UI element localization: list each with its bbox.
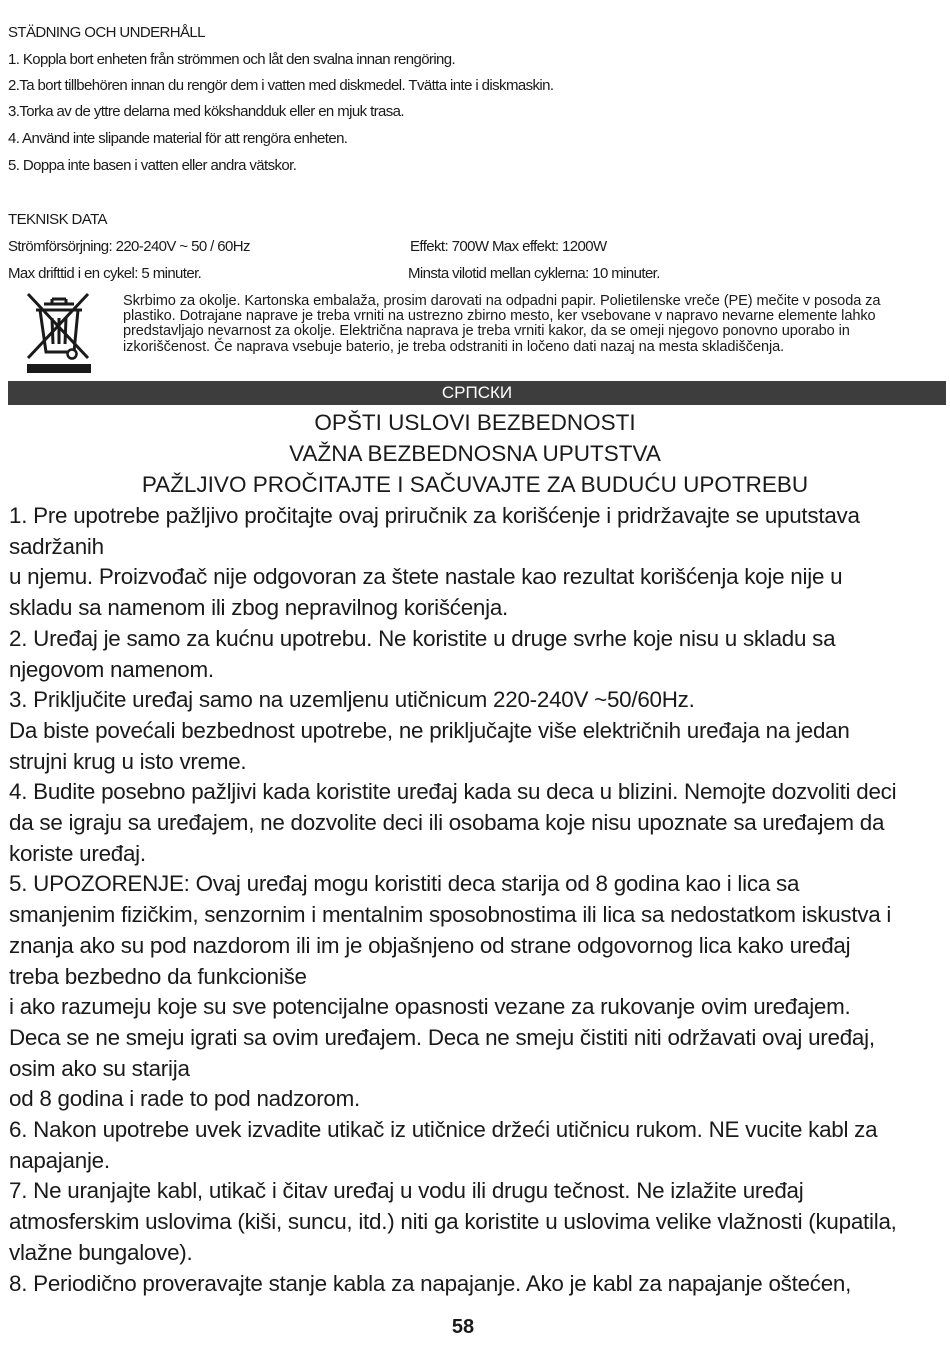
instruction-line: 6. Nakon upotrebe uvek izvadite utikač iz utičnice držeći utičnicu rukom. NE vucite kabl za: [9, 1117, 878, 1143]
instruction-line: Da biste povećali bezbednost upotrebe, ne priključajte više električnih uređaja na jedan: [9, 717, 850, 743]
instruction-line: 7. Ne uranjajte kabl, utikač i čitav uređaj u vodu ili drugu tečnost. Ne izlažite uređaj: [9, 1178, 804, 1204]
instruction-line: 5. UPOZORENJE: Ovaj uređaj mogu koristiti deca starija od 8 godina kao i lica sa: [9, 871, 800, 897]
tech-supply: Strömförsörjning: 220-240V ~ 50 / 60Hz: [8, 238, 250, 255]
environment-notice-line: Skrbimo za okolje. Kartonska embalaža, prosim darovati na odpadni papir. Polietilenske vreče (PE) mečite v posoda za: [123, 293, 881, 309]
instruction-line: napajanje.: [9, 1147, 110, 1173]
instruction-line: sadržanih: [9, 533, 104, 559]
environment-notice-line: predstavljajo nevarnost za okolje. Električna naprava je treba vrniti kakor, da se omeji njegovo ponovno uporabo in: [123, 323, 850, 340]
instruction-line: atmosferskim uslovima (kiši, suncu, itd.) niti ga koristite u uslovima velike vlažnosti (kupatila,: [9, 1209, 897, 1235]
instruction-line: treba bezbedno da funkcioniše: [9, 963, 307, 989]
safety-instructions: [9, 501, 897, 1299]
cleaning-item: 2.Ta bort tillbehören innan du rengör dem i vatten med diskmedel. Tvätta inte i diskmaskin.: [8, 77, 554, 94]
cleaning-item: 1. Koppla bort enheten från strömmen och låt den svalna innan rengöring.: [8, 51, 456, 68]
tech-max-time: Max drifttid i en cykel: 5 minuter.: [8, 265, 202, 282]
instruction-line: 4. Budite posebno pažljivi kada koristite uređaj kada su deca u blizini. Nemojte dozvoliti deci: [9, 779, 897, 805]
environment-notice-line: izkoriščenost. Če naprava vsebuje baterio, je treba odstraniti in ločeno dati nazaj na mesta skladiščenja.: [123, 338, 785, 355]
instruction-line: da se igraju sa uređajem, ne dozvolite deci ili osobama koje nisu upoznate sa uređajem da: [9, 810, 885, 836]
cleaning-item: 4. Använd inte slipande material för att rengöra enheten.: [8, 130, 348, 147]
instruction-line: od 8 godina i rade to pod nadzorom.: [9, 1086, 360, 1112]
instruction-line: 2. Uređaj je samo za kućnu upotrebu. Ne koristite u druge svrhe koje nisu u skladu sa: [9, 625, 836, 651]
instruction-line: njegovom namenom.: [9, 656, 214, 682]
cleaning-heading: STÄDNING OCH UNDERHÅLL: [8, 24, 205, 41]
instruction-line: osim ako su starija: [9, 1055, 190, 1081]
instruction-line: Deca se ne smeju igrati sa ovim uređajem. Deca ne smeju čistiti niti održavati ovaj uređaj,: [9, 1024, 875, 1050]
instruction-line: i ako razumeju koje su sve potencijalne opasnosti vezane za rukovanje ovim uređajem.: [9, 994, 851, 1020]
instruction-line: koriste uređaj.: [9, 840, 146, 866]
tech-heading: TEKNISK DATA: [8, 211, 107, 228]
cleaning-item: 5. Doppa inte basen i vatten eller andra vätskor.: [8, 157, 297, 174]
instruction-line: u njemu. Proizvođač nije odgovoran za štete nastale kao rezultat korišćenja koje nije u: [9, 564, 843, 590]
instruction-line: smanjenim fizičkim, senzornim i mentalnim sposobnostima ili lica sa nedostatkom iskustva i: [9, 902, 892, 928]
tech-min-rest: Minsta vilotid mellan cyklerna: 10 minuter.: [408, 265, 660, 282]
language-section-banner: СРПСКИ: [8, 381, 946, 405]
safety-title: OPŠTI USLOVI BEZBEDNOSTI: [314, 410, 636, 435]
instruction-line: 1. Pre upotrebe pažljivo pročitajte ovaj priručnik za korišćenje i pridržavajte se uputstava: [9, 503, 860, 528]
instruction-line: skladu sa namenom ili zbog nepravilnog korišćenja.: [9, 595, 509, 621]
environment-notice-line: plastiko. Dotrajane naprave je treba vrniti na ustrezno zbirno mesto, ker vsebovane v napravo nevarne elemente lahko: [123, 308, 876, 325]
safety-subtitle: VAŽNA BEZBEDNOSNA UPUTSTVA: [289, 441, 661, 466]
instruction-line: znanja ako su pod nazdorom ili im je objašnjeno od strane odgovornog lica kako uređaj: [9, 932, 851, 958]
instruction-line: vlažne bungalove).: [9, 1239, 193, 1265]
crossed-out-wheelie-bin-icon: [22, 290, 96, 374]
instruction-line: strujni krug u isto vreme.: [9, 748, 247, 774]
instruction-line: 3. Priključite uređaj samo na uzemljenu utičnicum 220-240V ~50/60Hz.: [9, 687, 695, 713]
page-number: 58: [451, 1316, 475, 1338]
cleaning-item: 3.Torka av de yttre delarna med kökshandduk eller en mjuk trasa.: [8, 103, 404, 120]
tech-power: Effekt: 700W Max effekt: 1200W: [410, 238, 607, 255]
instruction-line: 8. Periodično proveravajte stanje kabla za napajanje. Ako je kabl za napajanje oštećen,: [9, 1270, 852, 1296]
safety-instruction-title: PAŽLJIVO PROČITAJTE I SAČUVAJTE ZA BUDUĆU UPOTREBU: [141, 472, 809, 497]
environment-notice: [123, 294, 933, 355]
